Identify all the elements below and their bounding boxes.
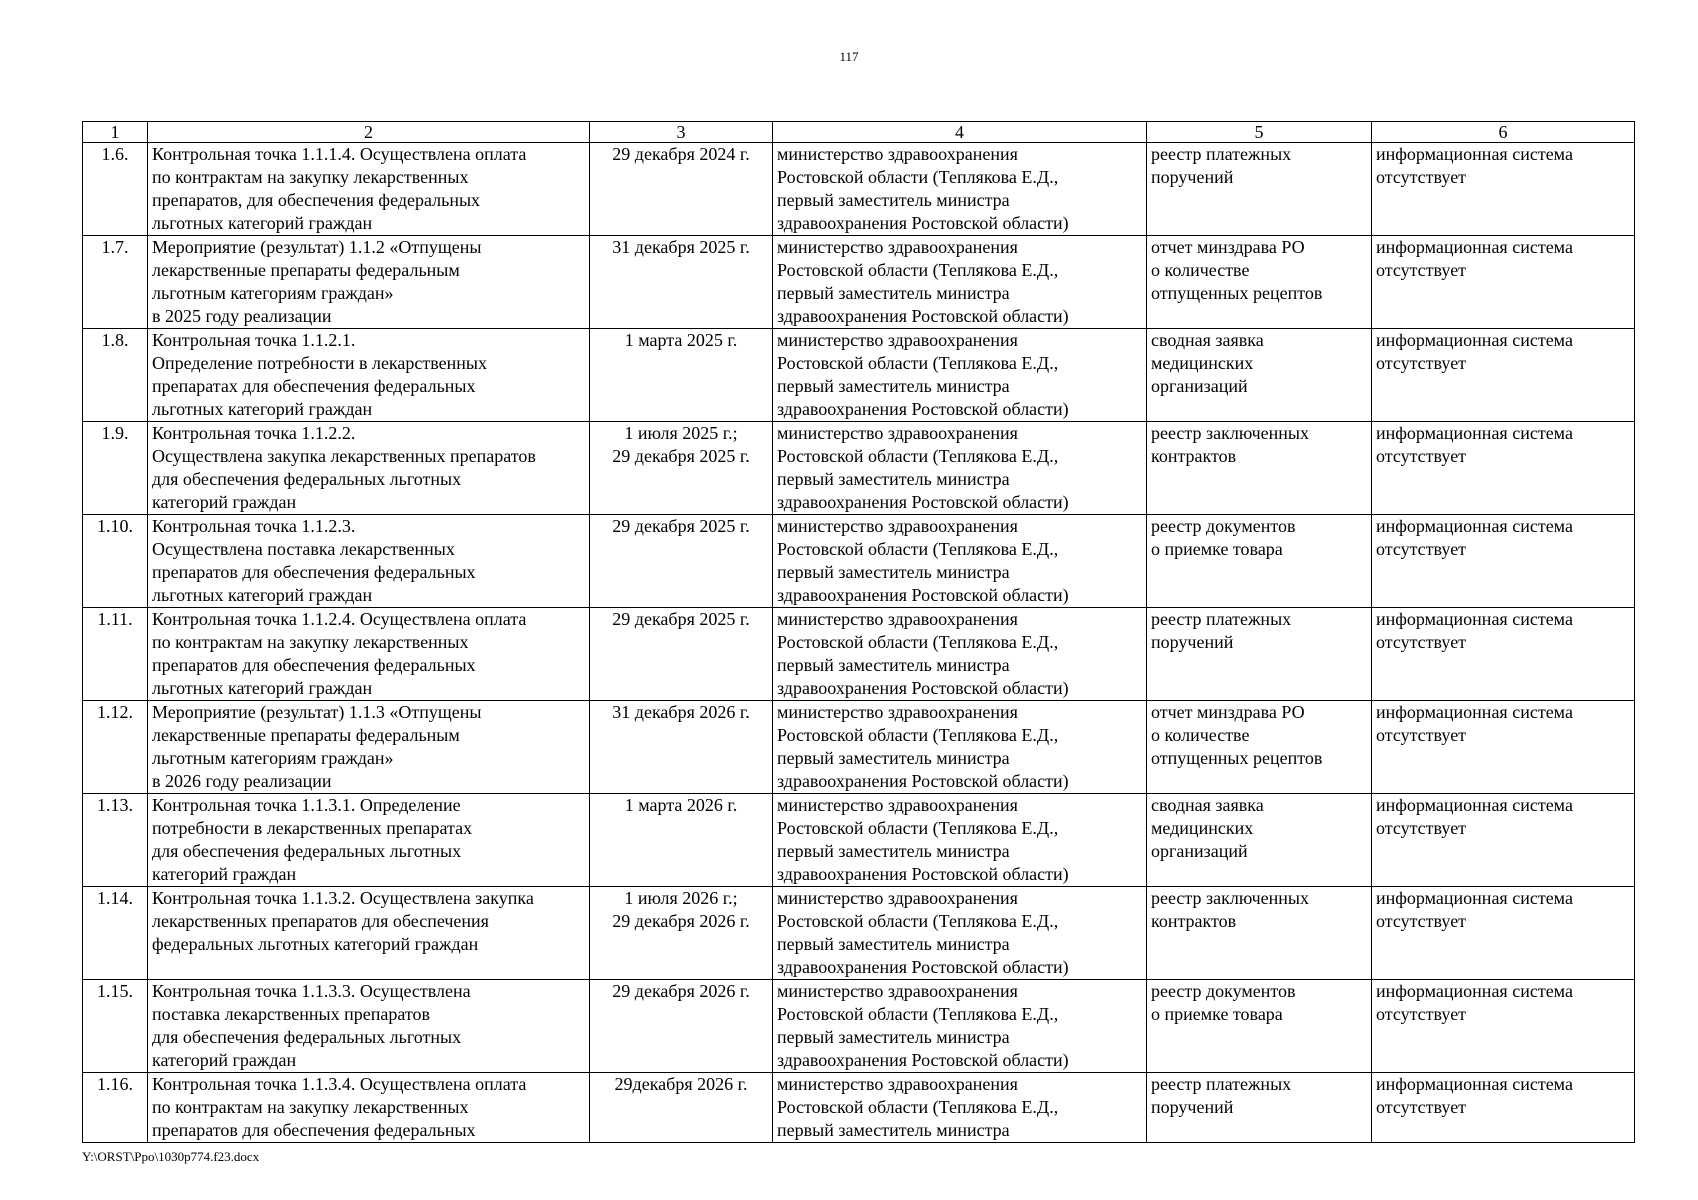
document-cell bbox=[1147, 608, 1372, 701]
description-cell-text: Контрольная точка 1.1.3.4. Осуществлена оплата по контрактам на закупку лекарственных препаратов для обеспечения федеральных bbox=[152, 1074, 527, 1140]
date-cell-text: 1 июля 2025 г.; 29 декабря 2025 г. bbox=[612, 423, 750, 466]
document-cell-text: сводная заявка медицинских организаций bbox=[1151, 330, 1264, 396]
responsible-cell-text: министерство здравоохранения Ростовской области (Теплякова Е.Д., первый заместитель министра здравоохранения Ростовской области) bbox=[777, 702, 1069, 791]
table-row bbox=[83, 1073, 1635, 1143]
responsible-cell bbox=[773, 794, 1147, 887]
row-number-cell bbox=[83, 701, 148, 794]
header-cell: 4 bbox=[773, 122, 1147, 143]
info-system-cell-text: информационная система отсутствует bbox=[1376, 888, 1573, 931]
row-number-cell-text: 1.16. bbox=[97, 1074, 133, 1094]
table-row bbox=[83, 422, 1635, 515]
date-cell-text: 1 июля 2026 г.; 29 декабря 2026 г. bbox=[612, 888, 750, 931]
info-system-cell bbox=[1372, 701, 1635, 794]
responsible-cell-text: министерство здравоохранения Ростовской области (Теплякова Е.Д., первый заместитель министра здравоохранения Ростовской области) bbox=[777, 888, 1069, 977]
date-cell-text: 29 декабря 2025 г. bbox=[612, 516, 750, 536]
description-cell bbox=[148, 1073, 590, 1143]
row-number-cell-text: 1.7. bbox=[101, 237, 129, 257]
info-system-cell bbox=[1372, 1073, 1635, 1143]
document-cell-text: реестр платежных поручений bbox=[1151, 144, 1292, 187]
info-system-cell bbox=[1372, 794, 1635, 887]
document-cell-text: реестр документов о приемке товара bbox=[1151, 981, 1296, 1024]
row-number-cell bbox=[83, 422, 148, 515]
table-header-row bbox=[83, 122, 1635, 143]
date-cell-text: 1 марта 2025 г. bbox=[624, 330, 738, 350]
table-row bbox=[83, 236, 1635, 329]
responsible-cell-text: министерство здравоохранения Ростовской области (Теплякова Е.Д., первый заместитель министра здравоохранения Ростовской области) bbox=[777, 144, 1069, 233]
responsible-cell bbox=[773, 422, 1147, 515]
responsible-cell-text: министерство здравоохранения Ростовской области (Теплякова Е.Д., первый заместитель министра здравоохранения Ростовской области) bbox=[777, 516, 1069, 605]
row-number-cell-text: 1.9. bbox=[101, 423, 129, 443]
header-cell: 6 bbox=[1372, 122, 1635, 143]
document-cell bbox=[1147, 515, 1372, 608]
description-cell bbox=[148, 701, 590, 794]
file-path-footer: Y:\ORST\Ppo\1030p774.f23.docx bbox=[82, 1149, 260, 1164]
responsible-cell-text: министерство здравоохранения Ростовской области (Теплякова Е.Д., первый заместитель министра здравоохранения Ростовской области) bbox=[777, 423, 1069, 512]
date-cell bbox=[590, 515, 773, 608]
header-cell: 2 bbox=[148, 122, 590, 143]
row-number-cell-text: 1.12. bbox=[97, 702, 133, 722]
row-number-cell-text: 1.11. bbox=[97, 609, 133, 629]
row-number-cell-text: 1.13. bbox=[97, 795, 133, 815]
responsible-cell-text: министерство здравоохранения Ростовской области (Теплякова Е.Д., первый заместитель министра здравоохранения Ростовской области) bbox=[777, 330, 1069, 419]
description-cell bbox=[148, 236, 590, 329]
date-cell bbox=[590, 1073, 773, 1143]
document-cell bbox=[1147, 1073, 1372, 1143]
description-cell bbox=[148, 887, 590, 980]
responsible-cell-text: министерство здравоохранения Ростовской области (Теплякова Е.Д., первый заместитель министра здравоохранения Ростовской области) bbox=[777, 609, 1069, 698]
row-number-cell bbox=[83, 794, 148, 887]
document-cell-text: реестр платежных поручений bbox=[1151, 1074, 1292, 1117]
description-cell bbox=[148, 515, 590, 608]
info-system-cell bbox=[1372, 422, 1635, 515]
row-number-cell-text: 1.15. bbox=[97, 981, 133, 1001]
info-system-cell-text: информационная система отсутствует bbox=[1376, 981, 1573, 1024]
date-cell-text: 29 декабря 2025 г. bbox=[612, 609, 750, 629]
date-cell-text: 29декабря 2026 г. bbox=[614, 1074, 748, 1094]
document-cell bbox=[1147, 794, 1372, 887]
info-system-cell-text: информационная система отсутствует bbox=[1376, 795, 1573, 838]
info-system-cell-text: информационная система отсутствует bbox=[1376, 144, 1573, 187]
document-cell-text: реестр платежных поручений bbox=[1151, 609, 1292, 652]
responsible-cell bbox=[773, 143, 1147, 236]
row-number-cell bbox=[83, 329, 148, 422]
document-cell-text: отчет минздрава РО о количестве отпущенных рецептов bbox=[1151, 237, 1323, 303]
header-cell: 1 bbox=[83, 122, 148, 143]
info-system-cell-text: информационная система отсутствует bbox=[1376, 423, 1573, 466]
date-cell bbox=[590, 608, 773, 701]
description-cell-text: Контрольная точка 1.1.3.3. Осуществлена поставка лекарственных препаратов для обеспечения федеральных льготных категорий граждан bbox=[152, 981, 471, 1070]
table-row bbox=[83, 608, 1635, 701]
header-cell: 5 bbox=[1147, 122, 1372, 143]
description-cell bbox=[148, 143, 590, 236]
row-number-cell bbox=[83, 980, 148, 1073]
date-cell-text: 31 декабря 2025 г. bbox=[612, 237, 750, 257]
description-cell bbox=[148, 794, 590, 887]
description-cell-text: Контрольная точка 1.1.2.1. Определение потребности в лекарственных препаратах для обеспечения федеральных льготных категорий граждан bbox=[152, 330, 487, 419]
date-cell-text: 29 декабря 2026 г. bbox=[612, 981, 750, 1001]
date-cell bbox=[590, 887, 773, 980]
date-cell bbox=[590, 329, 773, 422]
info-system-cell-text: информационная система отсутствует bbox=[1376, 702, 1573, 745]
info-system-cell-text: информационная система отсутствует bbox=[1376, 1074, 1573, 1117]
row-number-cell-text: 1.8. bbox=[101, 330, 129, 350]
row-number-cell-text: 1.10. bbox=[97, 516, 133, 536]
page-number: 117 bbox=[839, 49, 859, 64]
date-cell-text: 29 декабря 2024 г. bbox=[612, 144, 750, 164]
description-cell bbox=[148, 329, 590, 422]
table-row bbox=[83, 794, 1635, 887]
header-cell: 3 bbox=[590, 122, 773, 143]
responsible-cell bbox=[773, 329, 1147, 422]
info-system-cell bbox=[1372, 887, 1635, 980]
row-number-cell bbox=[83, 1073, 148, 1143]
row-number-cell bbox=[83, 608, 148, 701]
document-cell bbox=[1147, 887, 1372, 980]
responsible-cell bbox=[773, 887, 1147, 980]
document-cell bbox=[1147, 143, 1372, 236]
info-system-cell bbox=[1372, 608, 1635, 701]
info-system-cell bbox=[1372, 980, 1635, 1073]
description-cell-text: Контрольная точка 1.1.2.4. Осуществлена оплата по контрактам на закупку лекарственных препаратов для обеспечения федеральных льготных категорий граждан bbox=[152, 609, 527, 698]
row-number-cell bbox=[83, 143, 148, 236]
row-number-cell bbox=[83, 515, 148, 608]
document-cell-text: реестр документов о приемке товара bbox=[1151, 516, 1296, 559]
document-cell-text: сводная заявка медицинских организаций bbox=[1151, 795, 1264, 861]
responsible-cell bbox=[773, 236, 1147, 329]
description-cell-text: Контрольная точка 1.1.3.1. Определение потребности в лекарственных препаратах для обеспечения федеральных льготных категорий граждан bbox=[152, 795, 473, 884]
row-number-cell bbox=[83, 887, 148, 980]
row-number-cell-text: 1.6. bbox=[101, 144, 129, 164]
table-row bbox=[83, 980, 1635, 1073]
document-cell-text: реестр заключенных контрактов bbox=[1151, 423, 1309, 466]
description-cell-text: Контрольная точка 1.1.2.3. Осуществлена поставка лекарственных препаратов для обеспечения федеральных льготных категорий граждан bbox=[152, 516, 476, 605]
info-system-cell bbox=[1372, 143, 1635, 236]
info-system-cell-text: информационная система отсутствует bbox=[1376, 609, 1573, 652]
date-cell bbox=[590, 794, 773, 887]
responsible-cell-text: министерство здравоохранения Ростовской области (Теплякова Е.Д., первый заместитель министра здравоохранения Ростовской области) bbox=[777, 795, 1069, 884]
description-cell bbox=[148, 422, 590, 515]
document-table bbox=[82, 121, 1635, 1143]
date-cell bbox=[590, 701, 773, 794]
responsible-cell-text: министерство здравоохранения Ростовской области (Теплякова Е.Д., первый заместитель министра здравоохранения Ростовской области) bbox=[777, 237, 1069, 326]
info-system-cell-text: информационная система отсутствует bbox=[1376, 330, 1573, 373]
date-cell-text: 31 декабря 2026 г. bbox=[612, 702, 750, 722]
responsible-cell bbox=[773, 980, 1147, 1073]
responsible-cell bbox=[773, 515, 1147, 608]
description-cell bbox=[148, 980, 590, 1073]
document-cell-text: реестр заключенных контрактов bbox=[1151, 888, 1309, 931]
document-cell-text: отчет минздрава РО о количестве отпущенных рецептов bbox=[1151, 702, 1323, 768]
document-cell bbox=[1147, 422, 1372, 515]
document-cell bbox=[1147, 236, 1372, 329]
table-row bbox=[83, 515, 1635, 608]
description-cell-text: Мероприятие (результат) 1.1.2 «Отпущены лекарственные препараты федеральным льготным категориям граждан» в 2025 году реализации bbox=[152, 237, 482, 326]
description-cell-text: Мероприятие (результат) 1.1.3 «Отпущены лекарственные препараты федеральным льготным категориям граждан» в 2026 году реализации bbox=[152, 702, 482, 791]
document-cell bbox=[1147, 980, 1372, 1073]
info-system-cell-text: информационная система отсутствует bbox=[1376, 237, 1573, 280]
info-system-cell-text: информационная система отсутствует bbox=[1376, 516, 1573, 559]
info-system-cell bbox=[1372, 329, 1635, 422]
description-cell-text: Контрольная точка 1.1.1.4. Осуществлена оплата по контрактам на закупку лекарственных препаратов, для обеспечения федеральных льготных категорий граждан bbox=[152, 144, 527, 233]
info-system-cell bbox=[1372, 236, 1635, 329]
description-cell-text: Контрольная точка 1.1.3.2. Осуществлена закупка лекарственных препаратов для обеспечения федеральных льготных категорий граждан bbox=[152, 888, 534, 954]
description-cell-text: Контрольная точка 1.1.2.2. Осуществлена закупка лекарственных препаратов для обеспечения федеральных льготных категорий граждан bbox=[152, 423, 536, 512]
table-row bbox=[83, 329, 1635, 422]
responsible-cell-text: министерство здравоохранения Ростовской области (Теплякова Е.Д., первый заместитель министра bbox=[777, 1074, 1059, 1140]
info-system-cell bbox=[1372, 515, 1635, 608]
document-cell bbox=[1147, 329, 1372, 422]
table-row bbox=[83, 701, 1635, 794]
responsible-cell bbox=[773, 608, 1147, 701]
table-row bbox=[83, 143, 1635, 236]
date-cell bbox=[590, 422, 773, 515]
table-row bbox=[83, 887, 1635, 980]
date-cell bbox=[590, 143, 773, 236]
date-cell bbox=[590, 236, 773, 329]
description-cell bbox=[148, 608, 590, 701]
responsible-cell-text: министерство здравоохранения Ростовской области (Теплякова Е.Д., первый заместитель министра здравоохранения Ростовской области) bbox=[777, 981, 1069, 1070]
date-cell-text: 1 марта 2026 г. bbox=[624, 795, 738, 815]
row-number-cell-text: 1.14. bbox=[97, 888, 133, 908]
row-number-cell bbox=[83, 236, 148, 329]
responsible-cell bbox=[773, 1073, 1147, 1143]
document-cell bbox=[1147, 701, 1372, 794]
date-cell bbox=[590, 980, 773, 1073]
responsible-cell bbox=[773, 701, 1147, 794]
